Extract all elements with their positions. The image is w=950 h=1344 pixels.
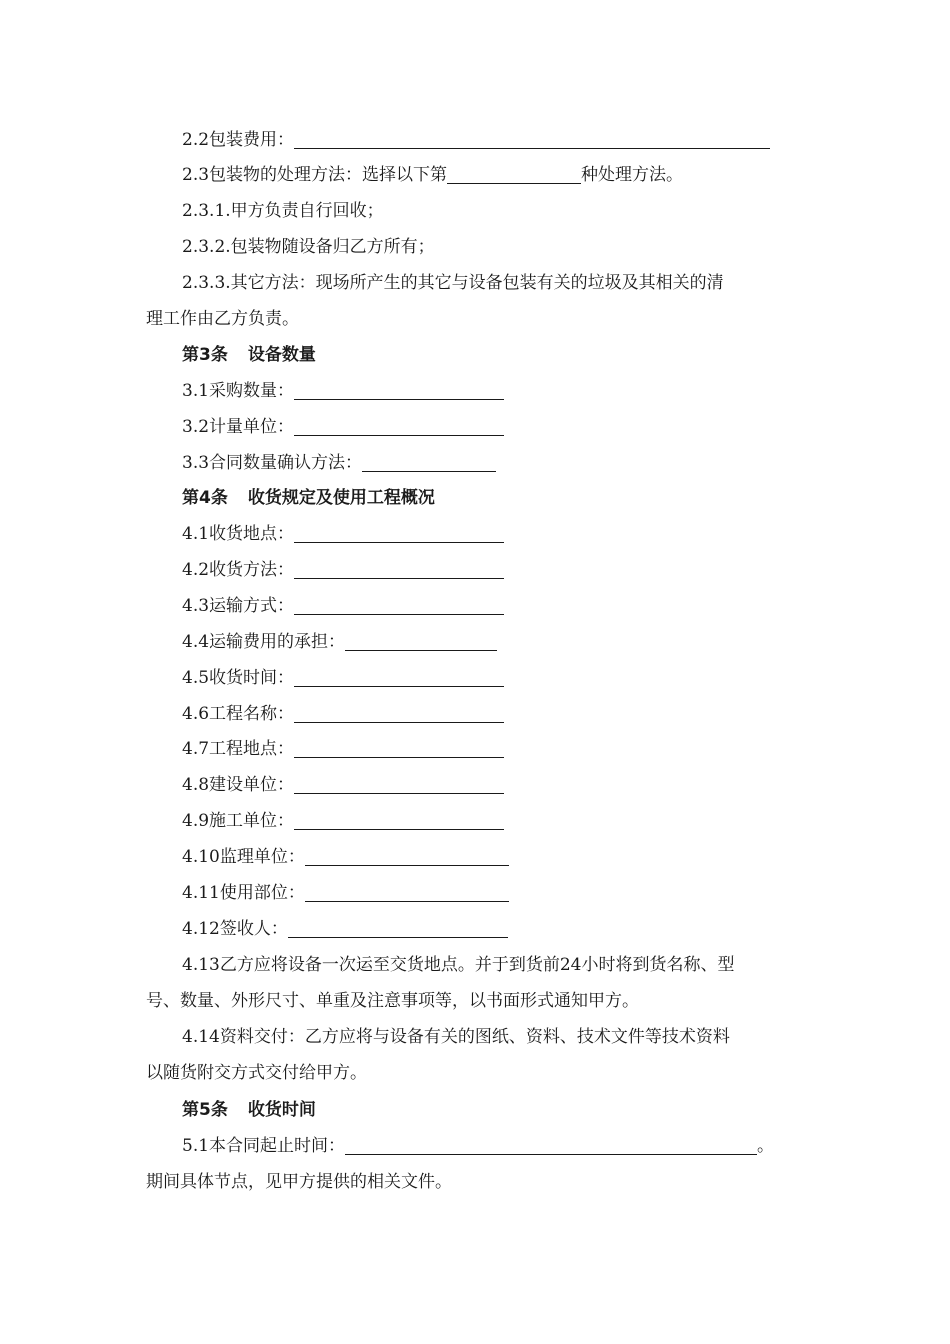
clause-4-7 (146, 731, 800, 767)
clause-2-3 (146, 157, 800, 193)
article-number: 第5条 (182, 1100, 228, 1120)
clause-label: 3.3合同数量确认方法： (182, 453, 363, 473)
fill-blank[interactable] (294, 664, 504, 687)
clause-4-12 (146, 911, 800, 947)
article-4-heading (146, 480, 800, 516)
fill-blank[interactable] (305, 879, 509, 902)
clause-3-1 (146, 373, 800, 409)
clause-4-5 (146, 660, 800, 696)
clause-4-2 (146, 552, 800, 588)
fill-blank[interactable] (305, 843, 509, 866)
clause-2-3-3-cont: 理工作由乙方负责。 (146, 309, 299, 329)
clause-label: 4.5收货时间： (182, 668, 295, 688)
clause-3-3 (146, 445, 800, 481)
clause-label: 4.11使用部位： (182, 883, 305, 903)
fill-blank[interactable] (294, 807, 504, 830)
article-title: 收货规定及使用工程概况 (247, 488, 435, 508)
article-3-heading (146, 337, 800, 373)
clause-label: 3.1采购数量： (182, 381, 295, 401)
article-number: 第4条 (182, 488, 228, 508)
article-number: 第3条 (182, 345, 228, 365)
clause-2-3-2: 2.3.2.包装物随设备归乙方所有； (182, 237, 435, 257)
clause-suffix: 种处理方法。 (581, 165, 684, 185)
fill-blank[interactable] (294, 735, 504, 758)
clause-label: 4.1收货地点： (182, 524, 295, 544)
clause-4-4 (146, 624, 800, 660)
clause-label: 4.9施工单位： (182, 811, 295, 831)
clause-label: 4.10监理单位： (182, 847, 305, 867)
clause-label: 4.4运输费用的承担： (182, 632, 346, 652)
clause-label: 4.7工程地点： (182, 739, 295, 759)
fill-blank[interactable] (294, 771, 504, 794)
clause-suffix: 。 (757, 1136, 775, 1156)
clause-4-10 (146, 839, 800, 875)
fill-blank[interactable] (345, 1132, 757, 1155)
clause-4-14: 4.14资料交付：乙方应将与设备有关的图纸、资料、技术文件等技术资料 (182, 1027, 730, 1047)
clause-4-14-cont: 以随货附交方式交付给甲方。 (146, 1063, 367, 1083)
clause-4-13: 4.13乙方应将设备一次运至交货地点。并于到货前24小时将到货名称、型 (182, 955, 735, 975)
clause-4-11 (146, 875, 800, 911)
clause-label: 4.3运输方式： (182, 596, 295, 616)
clause-4-13-cont: 号、数量、外形尺寸、单重及注意事项等，以书面形式通知甲方。 (146, 991, 639, 1011)
clause-2-3-3: 2.3.3.其它方法：现场所产生的其它与设备包装有关的垃圾及其相关的清 (182, 273, 724, 293)
fill-blank[interactable] (362, 449, 496, 472)
clause-4-1 (146, 516, 800, 552)
clause-label: 4.6工程名称： (182, 704, 295, 724)
clause-2-2 (146, 122, 800, 158)
clause-2-3-1: 2.3.1.甲方负责自行回收； (182, 201, 384, 221)
clause-4-3 (146, 588, 800, 624)
clause-5-1-cont: 期间具体节点，见甲方提供的相关文件。 (146, 1172, 452, 1192)
fill-blank[interactable] (288, 915, 508, 938)
clause-label: 4.8建设单位： (182, 775, 295, 795)
clause-label: 3.2计量单位： (182, 417, 295, 437)
clause-5-1 (146, 1128, 800, 1164)
clause-label: 4.2收货方法： (182, 560, 295, 580)
clause-label: 5.1本合同起止时间： (182, 1136, 346, 1156)
article-title: 设备数量 (247, 345, 316, 365)
clause-label: 2.2包装费用： (182, 130, 295, 150)
article-title: 收货时间 (247, 1100, 316, 1120)
clause-4-6 (146, 696, 800, 732)
fill-blank[interactable] (345, 628, 497, 651)
article-5-heading (146, 1092, 800, 1128)
fill-blank[interactable] (294, 592, 504, 615)
clause-label: 2.3包装物的处理方法：选择以下第 (182, 165, 448, 185)
clause-3-2 (146, 409, 800, 445)
fill-blank[interactable] (294, 700, 504, 723)
clause-label: 4.12签收人： (182, 919, 288, 939)
fill-blank[interactable] (294, 413, 504, 436)
fill-blank[interactable] (294, 126, 770, 149)
fill-blank[interactable] (294, 520, 504, 543)
clause-4-8 (146, 767, 800, 803)
clause-4-9 (146, 803, 800, 839)
fill-blank[interactable] (294, 377, 504, 400)
fill-blank[interactable] (294, 556, 504, 579)
fill-blank[interactable] (447, 161, 581, 184)
